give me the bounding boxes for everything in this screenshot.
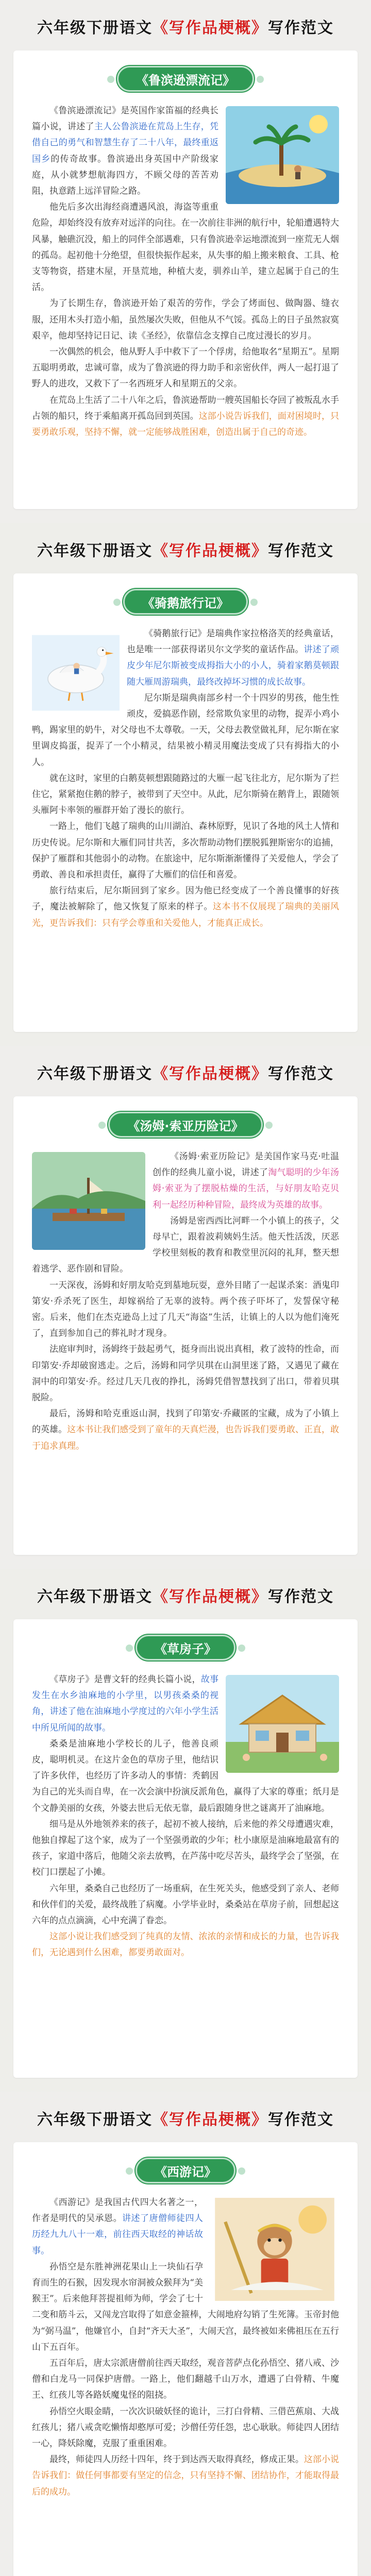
essay-paragraph bbox=[32, 1929, 339, 1961]
essay-card bbox=[13, 1096, 358, 1555]
essay-paragraph bbox=[32, 1342, 339, 1406]
highlighted-text: 故事发生在水乡油麻地的小学里，以男孩桑桑的视角，讲述了他在油麻地小学度过的六年小学生活中所见所闻的故事。 bbox=[32, 1674, 219, 1733]
goose-illustration bbox=[32, 629, 120, 717]
essay-paragraph bbox=[32, 2355, 339, 2404]
header-suffix: 写作范文 bbox=[268, 1588, 334, 1606]
essay-paragraph bbox=[32, 819, 339, 883]
essay-paragraph bbox=[32, 344, 339, 393]
highlighted-text: 这部小说告诉我们，面对困境时，只要勇敢乐观，坚持不懈，就一定能够战胜困难，创造出属于自己的奇迹。 bbox=[32, 411, 340, 438]
paragraph-text: 《草房子》是曹文轩的经典长篇小说， bbox=[49, 1674, 201, 1685]
paragraph-text: 桑桑是油麻地小学校长的儿子，他善良顽皮，聪明机灵。在这片金色的草房子里，他结识了许多伙伴，也经历了许多动人的事情：秃鹤因为自己的光头而自卑，在一次会演中扮演反派角色，赢得了大家的尊重；纸月是个文静美丽的女孩，外婆去世后无依无靠，最后跟随身世之谜离开了油麻地。 bbox=[32, 1738, 339, 1814]
essay-paragraph bbox=[32, 393, 339, 441]
essay-paragraph bbox=[32, 2404, 339, 2452]
essay-section bbox=[0, 2092, 371, 2576]
highlighted-text: 淘气聪明的少年汤姆·索亚为了摆脱枯燥的生活，与好朋友哈克贝利一起经历种种冒险，最终成为英雄的故事。 bbox=[153, 1167, 339, 1210]
book-title-banner: 《骑鹅旅行记》 bbox=[123, 589, 248, 615]
thatched-house-illustration bbox=[226, 1675, 339, 1773]
essay-section bbox=[0, 1046, 371, 1569]
paragraph-text: 孙悟空火眼金睛，一次次识破妖怪的诡计，三打白骨精、三借芭蕉扇、大战红孩儿；猪八戒贪吃懒惰却憨厚可爱；沙僧任劳任怨，忠心耿耿。师徒四人团结一心，降妖除魔，克服了重重困难。 bbox=[32, 2406, 339, 2449]
book-title-banner: 《鲁滨逊漂流记》 bbox=[117, 66, 254, 92]
highlighted-text: 讲述了唐僧师徒四人历经九九八十一难，前往西天取经的神话故事。 bbox=[32, 2213, 203, 2256]
paragraph-text: 一天深夜，汤姆和好朋友哈克到墓地玩耍，意外目睹了一起谋杀案：酒鬼印第安·乔杀死了医生，却嫁祸给了无辜的波特。两个孩子吓坏了，发誓保守秘密。后来，他们在杰克逊岛上过了几天“海盗”生活，让镇上的人以为他们淹死了，直到参加自己的葬礼时才现身。 bbox=[32, 1280, 339, 1339]
highlighted-text: 这本书让我们感受到了童年的天真烂漫，也告诉我们要勇敢、正直，敢于追求真理。 bbox=[32, 1425, 340, 1451]
paragraph-text: 最终，师徒四人历经十四年，终于到达西天取得真经，修成正果。 bbox=[49, 2454, 304, 2465]
essay-body bbox=[32, 1149, 339, 1454]
section-header bbox=[9, 1586, 362, 1608]
header-suffix: 写作范文 bbox=[268, 1065, 334, 1083]
paragraph-text: 的传奇故事。鲁滨逊出身英国中产阶级家庭，从小就梦想航海四方，不顾父母的苦苦劝阻，执意踏上远洋冒险之路。 bbox=[32, 154, 219, 197]
boys-on-raft-illustration bbox=[32, 1152, 145, 1250]
essay-section bbox=[0, 0, 371, 523]
highlighted-text: 这部小说让我们感受到了纯真的友情、浓浓的亲情和成长的力量，也告诉我们，无论遇到什么困难，都要勇敢面对。 bbox=[32, 1931, 339, 1958]
essay-body bbox=[32, 103, 339, 440]
essay-paragraph bbox=[32, 883, 339, 931]
essay-card bbox=[13, 50, 358, 509]
essay-paragraph bbox=[32, 296, 339, 344]
monkey-king-illustration bbox=[210, 2198, 339, 2301]
header-bracket: 《写作品梗概》 bbox=[153, 2111, 268, 2129]
essay-section bbox=[0, 1569, 371, 2092]
essay-paragraph bbox=[32, 1817, 339, 1881]
paragraph-text: 法庭审判时，汤姆终于鼓起勇气，挺身而出说出真相，救了波特的性命，而印第安·乔却破窗逃走。之后，汤姆和同学贝琪在山洞里迷了路，又遇见了藏在洞中的印第安·乔。经过几天几夜的挣扎，汤姆凭借智慧找到了出口，带着贝琪脱险。 bbox=[32, 1344, 339, 1403]
highlighted-text: 这本书不仅展现了瑞典的美丽风光，更告诉我们：只有学会尊重和关爱他人，才能真正成长。 bbox=[32, 902, 340, 928]
section-header bbox=[9, 1063, 362, 1085]
paragraph-text: 《鲁滨逊漂流记》是英国作家笛福的经典长篇小说，讲述了 bbox=[32, 106, 218, 132]
essay-paragraph bbox=[32, 771, 339, 819]
highlighted-text: 主人公鲁滨逊在荒岛上生存，凭借自己的勇气和智慧生存了二十八年，最终重返国乡 bbox=[32, 122, 218, 164]
section-header bbox=[9, 540, 362, 562]
paragraph-text: 《西游记》是我国古代四大名著之一，作者是明代的吴承恩。 bbox=[32, 2197, 203, 2224]
book-title-banner: 《西游记》 bbox=[136, 2158, 235, 2183]
paragraph-text: 一次偶然的机会，他从野人手中救下了一个俘虏，给他取名“星期五”。星期五聪明勇敢，忠诚可靠，成为了鲁滨逊的得力助手和亲密伙伴，两人一起打退了野人的进攻，又救下了一名西班牙人和星期五的父亲。 bbox=[32, 347, 339, 389]
section-header bbox=[9, 2109, 362, 2131]
essay-body bbox=[32, 1672, 339, 1961]
paragraph-text: 《骑鹅旅行记》是瑞典作家拉格洛芙的经典童话，也是唯一一部获得诺贝尔文学奖的童话作品。 bbox=[127, 629, 339, 655]
paragraph-text: 他先后多次出海经商遭遇风浪，海盗等重重危险，却始终没有放弃对远洋的向往。在一次前往非洲的航行中，轮船遭遇特大风暴，触礁沉没，船上的同伴全部遇难，只有鲁滨逊幸运地漂流到一座荒无人烟的孤岛。起初他十分绝望，但很快振作起来，从失事的船上搬来粮食、工具、枪支等物资，搭建木屋，开垦荒地，种植大麦，驯养山羊，建立起属于自己的生活。 bbox=[32, 202, 339, 293]
header-suffix: 写作范文 bbox=[268, 2111, 334, 2129]
header-suffix: 写作范文 bbox=[268, 19, 334, 37]
paragraph-text: 在荒岛上生活了二十八年之后，鲁滨逊帮助一艘英国船长夺回了被叛乱水手占领的船只，终于乘船离开孤岛回到英国。 bbox=[32, 395, 339, 421]
paragraph-text: 旅行结束后，尼尔斯回到了家乡。因为他已经变成了一个善良懂事的好孩子，魔法被解除了，他又恢复了原来的样子。 bbox=[32, 886, 339, 912]
book-title-banner: 《草房子》 bbox=[136, 1635, 235, 1660]
essay-paragraph bbox=[32, 1406, 339, 1454]
header-suffix: 写作范文 bbox=[268, 542, 334, 560]
paragraph-text: 就在这时，家里的白鹅莫顿想跟随路过的大雁一起飞往北方，尼尔斯为了拦住它，紧紧抱住鹅的脖子，被带到了天空中。从此，尼尔斯骑在鹅背上，跟随领头雁阿卡率领的雁群开始了漫长的旅行。 bbox=[32, 773, 339, 816]
essay-card bbox=[13, 2142, 358, 2576]
essay-section bbox=[0, 523, 371, 1046]
paragraph-text: 五百年后，唐太宗派唐僧前往西天取经，观音菩萨点化孙悟空、猪八戒、沙僧和白龙马一同保护唐僧。一路上，他们翻越千山万水，遭遇了白骨精、牛魔王、红孩儿等各路妖魔鬼怪的阻挠。 bbox=[32, 2358, 339, 2401]
paragraph-text: 《汤姆·索亚历险记》是美国作家马克·吐温创作的经典儿童小说，讲述了 bbox=[153, 1151, 339, 1178]
essay-card bbox=[13, 573, 358, 1032]
essay-paragraph bbox=[32, 199, 339, 296]
essay-body bbox=[32, 626, 339, 931]
paragraph-text: 尼尔斯是瑞典南部乡村一个十四岁的男孩，他生性顽皮，爱搞恶作剧，经常欺负家里的动物，捉弄小鸡小鸭，踢家里的奶牛，对父母也不太尊敬。一天，父母去教堂做礼拜，尼尔斯在家里调皮捣蛋，捉弄了一个小精灵，结果被小精灵用魔法变成了只有拇指大的小人。 bbox=[32, 692, 339, 768]
paragraph-text: 最后，汤姆和哈克重返山洞，找到了印第安·乔藏匿的宝藏，成为了小镇上的英雄。 bbox=[32, 1409, 339, 1435]
header-prefix: 六年级下册语文 bbox=[37, 19, 153, 37]
header-bracket: 《写作品梗概》 bbox=[153, 1588, 268, 1606]
island-illustration bbox=[226, 106, 339, 204]
header-prefix: 六年级下册语文 bbox=[37, 2111, 153, 2129]
header-bracket: 《写作品梗概》 bbox=[153, 1065, 268, 1083]
header-bracket: 《写作品梗概》 bbox=[153, 542, 268, 560]
essay-paragraph bbox=[32, 2452, 339, 2500]
essay-paragraph bbox=[32, 1881, 339, 1929]
paragraph-text: 孙悟空是东胜神洲花果山上一块仙石孕育而生的石猴，因发现水帘洞被众猴拜为“美猴王”。后来他拜菩提祖师为师，学会了七十二变和筋斗云，又闯龙宫取得了如意金箍棒，大闹地府勾销了生死簿。玉帝封他为“弼马温”，他嫌官小，自封“齐天大圣”，大闹天宫，最终被如来佛祖压在五行山下五百年。 bbox=[32, 2261, 339, 2352]
paragraph-text: 一路上，他们飞越了瑞典的山川湖泊、森林原野，见识了各地的风土人情和历史传说。尼尔斯和大雁们同甘共苦，多次帮助动物们摆脱狐狸斯密尔的追捕，保护了雁群和其他弱小的动物。在旅途中，尼尔斯渐渐懂得了关爱他人，学会了勇敢、善良和承担责任，赢得了大雁们的信任和喜爱。 bbox=[32, 821, 339, 880]
paragraph-text: 汤姆是密西西比河畔一个小镇上的孩子，父母早亡，跟着波莉姨妈生活。他天性活泼，厌恶学校里刻板的教育和教堂里沉闷的礼拜，整天想着逃学、恶作剧和冒险。 bbox=[32, 1215, 339, 1275]
header-bracket: 《写作品梗概》 bbox=[153, 19, 268, 37]
paragraph-text: 细马是从外地领养来的孩子，起初不被人接纳，后来他的养父母遭遇灾难，他独自撑起了这个家，成为了一个坚强勇敢的少年；杜小康原是油麻地最富有的孩子，家道中落后，他随父亲去放鸭，在芦荡中吃尽苦头，最终学会了坚强，在校门口摆起了小摊。 bbox=[32, 1819, 339, 1878]
section-header bbox=[9, 18, 362, 39]
paragraph-text: 六年里，桑桑自己也经历了一场重病，在生死关头，他感受到了亲人、老师和伙伴们的关爱，最终战胜了病魔。小学毕业时，桑桑站在草房子前，回想起这六年的点点滴滴，心中充满了眷恋。 bbox=[32, 1883, 339, 1926]
highlighted-text: 讲述了顽皮少年尼尔斯被变成拇指大小的小人，骑着家鹅莫顿跟随大雁周游瑞典，最终改掉坏习惯的成长故事。 bbox=[127, 645, 340, 687]
highlighted-text: 这部小说告诉我们：做任何事都要有坚定的信念，只有坚持不懈、团结协作，才能取得最后的成功。 bbox=[32, 2454, 339, 2497]
essay-paragraph bbox=[32, 1278, 339, 1342]
book-title-banner: 《汤姆·索亚历险记》 bbox=[108, 1112, 262, 1138]
paragraph-text: 为了长期生存，鲁滨逊开始了艰苦的劳作，学会了烤面包、做陶器、缝衣服，还用木头打造小船，虽然屡次失败，但他从不气馁。孤岛上的日子虽然寂寞艰辛，他却坚持记日记、读《圣经》，依靠信念支撑自己度过漫长的岁月。 bbox=[32, 298, 339, 341]
essay-card bbox=[13, 1619, 358, 2078]
essay-body bbox=[32, 2195, 339, 2500]
header-prefix: 六年级下册语文 bbox=[37, 1065, 153, 1083]
header-prefix: 六年级下册语文 bbox=[37, 1588, 153, 1606]
header-prefix: 六年级下册语文 bbox=[37, 542, 153, 560]
